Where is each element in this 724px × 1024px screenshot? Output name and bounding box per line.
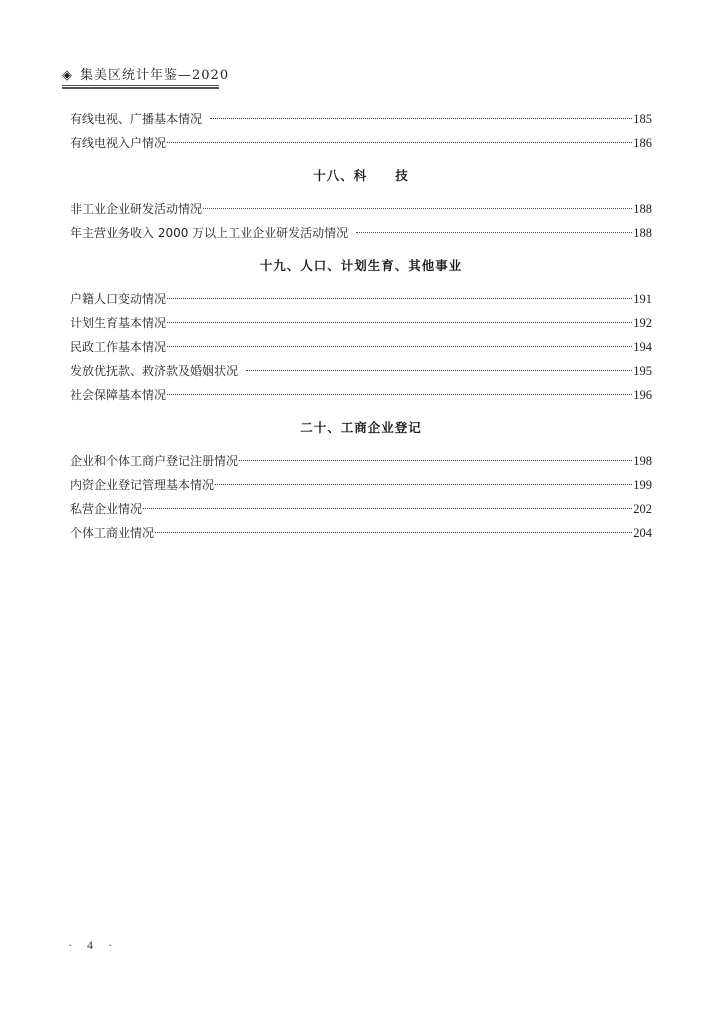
toc-entry-title: 年主营业务收入 2000 万以上工业企业研发活动情况: [70, 226, 349, 240]
toc-entry-title: 企业和个体工商户登记注册情况: [70, 454, 239, 468]
dot-leader: [239, 460, 632, 461]
toc-entry-page: 194: [633, 340, 652, 354]
toc-entry-title: 内资企业登记管理基本情况: [70, 478, 215, 492]
toc-entry[interactable]: [70, 107, 652, 131]
section-heading-science-technology: [70, 159, 652, 193]
toc-entry-page: 198: [633, 454, 652, 468]
dot-leader: [203, 208, 632, 209]
toc-entry-title: 社会保障基本情况: [70, 388, 167, 402]
toc-entry-page: 204: [633, 526, 652, 540]
dot-leader: [167, 298, 632, 299]
dot-leader: [155, 532, 632, 533]
section-heading-business-registration: 二十、工商企业登记: [300, 420, 422, 435]
toc-entry-title: 户籍人口变动情况: [70, 292, 167, 306]
toc-entry-title: 非工业企业研发活动情况: [70, 202, 203, 216]
toc-entry-page: 195: [633, 364, 652, 378]
toc-entry-page: 188: [633, 202, 652, 216]
toc-entry-page: 186: [633, 136, 652, 150]
dot-leader: [143, 508, 632, 509]
toc-entry-page: 199: [633, 478, 652, 492]
toc-entry-title: 个体工商业情况: [70, 526, 155, 540]
toc-entry-page: 192: [633, 316, 652, 330]
toc-entry-title: 有线电视入户情况: [70, 136, 167, 150]
toc-entry-title: 民政工作基本情况: [70, 340, 167, 354]
toc-entry-page: 196: [633, 388, 652, 402]
table-of-contents: [70, 107, 652, 545]
toc-entry[interactable]: [70, 449, 652, 473]
dot-leader: [167, 394, 632, 395]
page-number: · 4 ·: [68, 938, 118, 952]
toc-entry[interactable]: [70, 131, 652, 155]
toc-entry[interactable]: [70, 197, 652, 221]
diamond-icon: ◈: [62, 68, 73, 83]
toc-entry-page: 191: [633, 292, 652, 306]
toc-entry[interactable]: [70, 359, 652, 383]
toc-entry-title: 发放优抚款、救济款及婚姻状况: [70, 364, 239, 378]
toc-entry-title: 有线电视、广播基本情况: [70, 112, 203, 126]
toc-entry-title: 计划生育基本情况: [70, 316, 167, 330]
dot-leader: [215, 484, 632, 485]
dot-leader: [167, 346, 632, 347]
running-header: [62, 68, 230, 84]
section-heading-part: 十八、科: [313, 168, 368, 183]
yearbook-title: 集美区统计年鉴—2020: [80, 68, 230, 83]
section-heading-part: 技: [395, 168, 409, 183]
toc-entry-page: 185: [633, 112, 652, 126]
header-rule-thick: [62, 87, 219, 89]
section-heading-population: 十九、人口、计划生育、其他事业: [259, 258, 463, 273]
header-rule: [62, 85, 219, 86]
toc-entry-page: 202: [633, 502, 652, 516]
dot-leader: [246, 370, 632, 371]
dot-leader: [167, 142, 632, 143]
toc-entry-page: 188: [633, 226, 652, 240]
toc-entry[interactable]: [70, 497, 652, 521]
toc-entry[interactable]: [70, 335, 652, 359]
toc-entry[interactable]: [70, 287, 652, 311]
toc-entry[interactable]: [70, 311, 652, 335]
dot-leader: [356, 232, 632, 233]
toc-entry[interactable]: [70, 473, 652, 497]
dot-leader: [167, 322, 632, 323]
toc-entry[interactable]: [70, 221, 652, 245]
toc-entry-title: 私营企业情况: [70, 502, 143, 516]
toc-entry[interactable]: [70, 521, 652, 545]
toc-entry[interactable]: [70, 383, 652, 407]
dot-leader: [210, 118, 632, 119]
